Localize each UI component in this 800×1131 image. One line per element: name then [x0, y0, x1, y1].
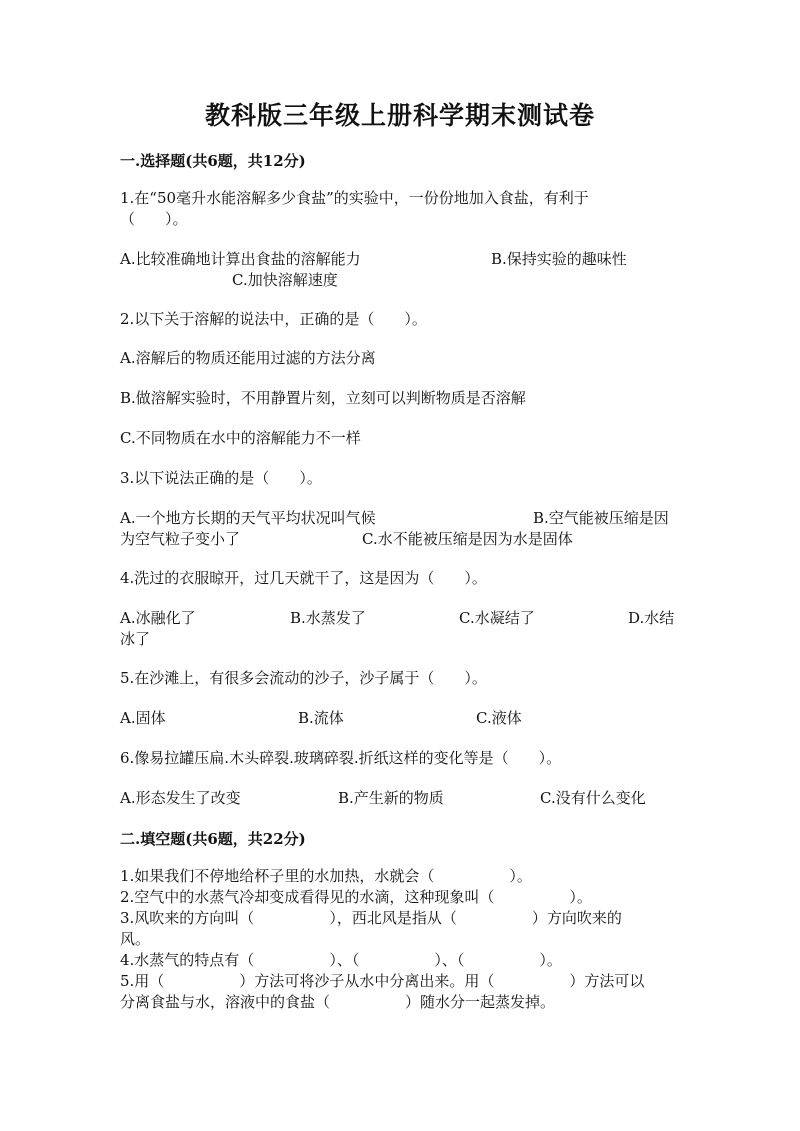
question-3-option-b: B.空气能被压缩是因	[533, 509, 669, 527]
question-5-stem: 5.在沙滩上，有很多会流动的沙子，沙子属于（ ）。	[120, 669, 487, 687]
fill-line: 5.用（ ）方法可将沙子从水中分离出来。用（ ）方法可以	[120, 972, 645, 990]
question-3-option-a: A.一个地方长期的天气平均状况叫气候	[120, 509, 376, 527]
question-2-stem: 2.以下关于溶解的说法中，正确的是（ ）。	[120, 310, 427, 328]
question-4-option-d: D.水结	[628, 609, 675, 627]
question-1-option-a: A.比较准确地计算出食盐的溶解能力	[120, 250, 361, 268]
question-6-option-b: B.产生新的物质	[338, 789, 444, 807]
question-6-option-c: C.没有什么变化	[540, 789, 646, 807]
question-5-option-b: B.流体	[298, 709, 344, 727]
question-3-stem: 3.以下说法正确的是（ ）。	[120, 469, 322, 487]
question-1-stem-line2: （ ）。	[120, 210, 188, 228]
page-title: 教科版三年级上册科学期末测试卷	[204, 101, 595, 130]
question-2-option-a: A.溶解后的物质还能用过滤的方法分离	[120, 349, 376, 367]
fill-line: 3.风吹来的方向叫（ ），西北风是指从（ ）方向吹来的	[120, 909, 622, 927]
question-3-option-b-continued: 为空气粒子变小了	[120, 530, 241, 548]
question-5-option-c: C.液体	[476, 709, 522, 727]
question-5-option-a: A.固体	[120, 709, 166, 727]
question-4-option-b: B.水蒸发了	[290, 609, 366, 627]
question-6-stem: 6.像易拉罐压扁.木头碎裂.玻璃碎裂.折纸这样的变化等是（ ）。	[120, 749, 562, 767]
question-2-option-b: B.做溶解实验时，不用静置片刻，立刻可以判断物质是否溶解	[120, 389, 526, 407]
question-1-option-b: B.保持实验的趣味性	[491, 250, 627, 268]
question-3-option-c: C.水不能被压缩是因为水是固体	[362, 530, 573, 548]
question-1-option-c: C.加快溶解速度	[232, 271, 338, 289]
fill-line: 4.水蒸气的特点有（ ）、（ ）、（ ）。	[120, 951, 562, 969]
question-4-stem: 4.洗过的衣服晾开，过几天就干了，这是因为（ ）。	[120, 569, 487, 587]
question-4-option-a: A.冰融化了	[120, 609, 196, 627]
question-2-option-c: C.不同物质在水中的溶解能力不一样	[120, 429, 361, 447]
fill-line: 1.如果我们不停地给杯子里的水加热，水就会（ ）。	[120, 867, 532, 885]
question-4-option-d-continued: 冰了	[120, 630, 151, 648]
section-heading-choice: 一.选择题(共6题，共12分)	[120, 152, 306, 170]
section-heading-fill: 二.填空题(共6题，共22分)	[120, 830, 306, 848]
question-4-option-c: C.水凝结了	[459, 609, 535, 627]
fill-line: 2.空气中的水蒸气冷却变成看得见的水滴，这种现象叫（ ）。	[120, 888, 592, 906]
question-6-option-a: A.形态发生了改变	[120, 789, 241, 807]
fill-line: 风。	[120, 930, 151, 948]
question-1-stem-line1: 1.在“50毫升水能溶解多少食盐”的实验中，一份份地加入食盐，有利于	[120, 189, 589, 207]
fill-line: 分离食盐与水，溶液中的食盐（ ）随水分一起蒸发掉。	[120, 993, 556, 1011]
